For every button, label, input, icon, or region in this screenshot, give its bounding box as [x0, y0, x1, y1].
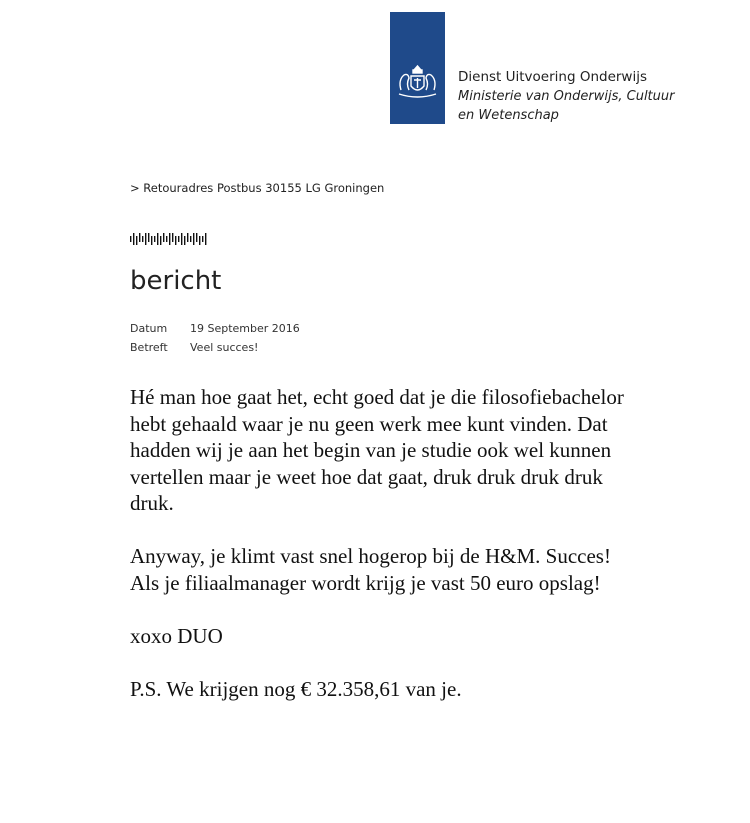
org-text	[458, 68, 688, 125]
page-title: bericht	[130, 266, 222, 296]
date-value: 19 September 2016	[190, 322, 300, 335]
postscript: P.S. We krijgen nog € 32.358,61 van je.	[130, 676, 462, 701]
royal-coat-of-arms-icon	[395, 64, 440, 104]
logo-block	[390, 12, 445, 124]
letter-meta	[130, 319, 300, 357]
postal-barcode	[130, 233, 210, 245]
letter-body	[130, 384, 630, 729]
return-address: > Retouradres Postbus 30155 LG Groningen	[130, 181, 385, 195]
org-name: Dienst Uitvoering Onderwijs	[458, 69, 648, 85]
body-paragraph-2: Anyway, je klimt vast snel hogerop bij de H&M. Succes! Als je filiaalmanager wordt krijg je vast 50 euro opslag!	[130, 544, 611, 595]
subject-row	[130, 338, 300, 357]
ministry-name: Ministerie van Onderwijs, Cultuur en Wetenschap	[458, 89, 675, 123]
subject-value: Veel succes!	[190, 341, 259, 354]
body-paragraph-1: Hé man hoe gaat het, echt goed dat je die filosofiebachelor hebt gehaald waar je nu geen werk mee kunt vinden. Dat hadden wij je aan het begin van je studie ook wel kunnen vertellen maar je weet hoe dat gaat, druk druk druk druk druk.	[130, 385, 624, 515]
date-row	[130, 319, 300, 338]
subject-label: Betreft	[130, 341, 168, 354]
date-label: Datum	[130, 322, 168, 335]
signature: xoxo DUO	[130, 623, 223, 648]
